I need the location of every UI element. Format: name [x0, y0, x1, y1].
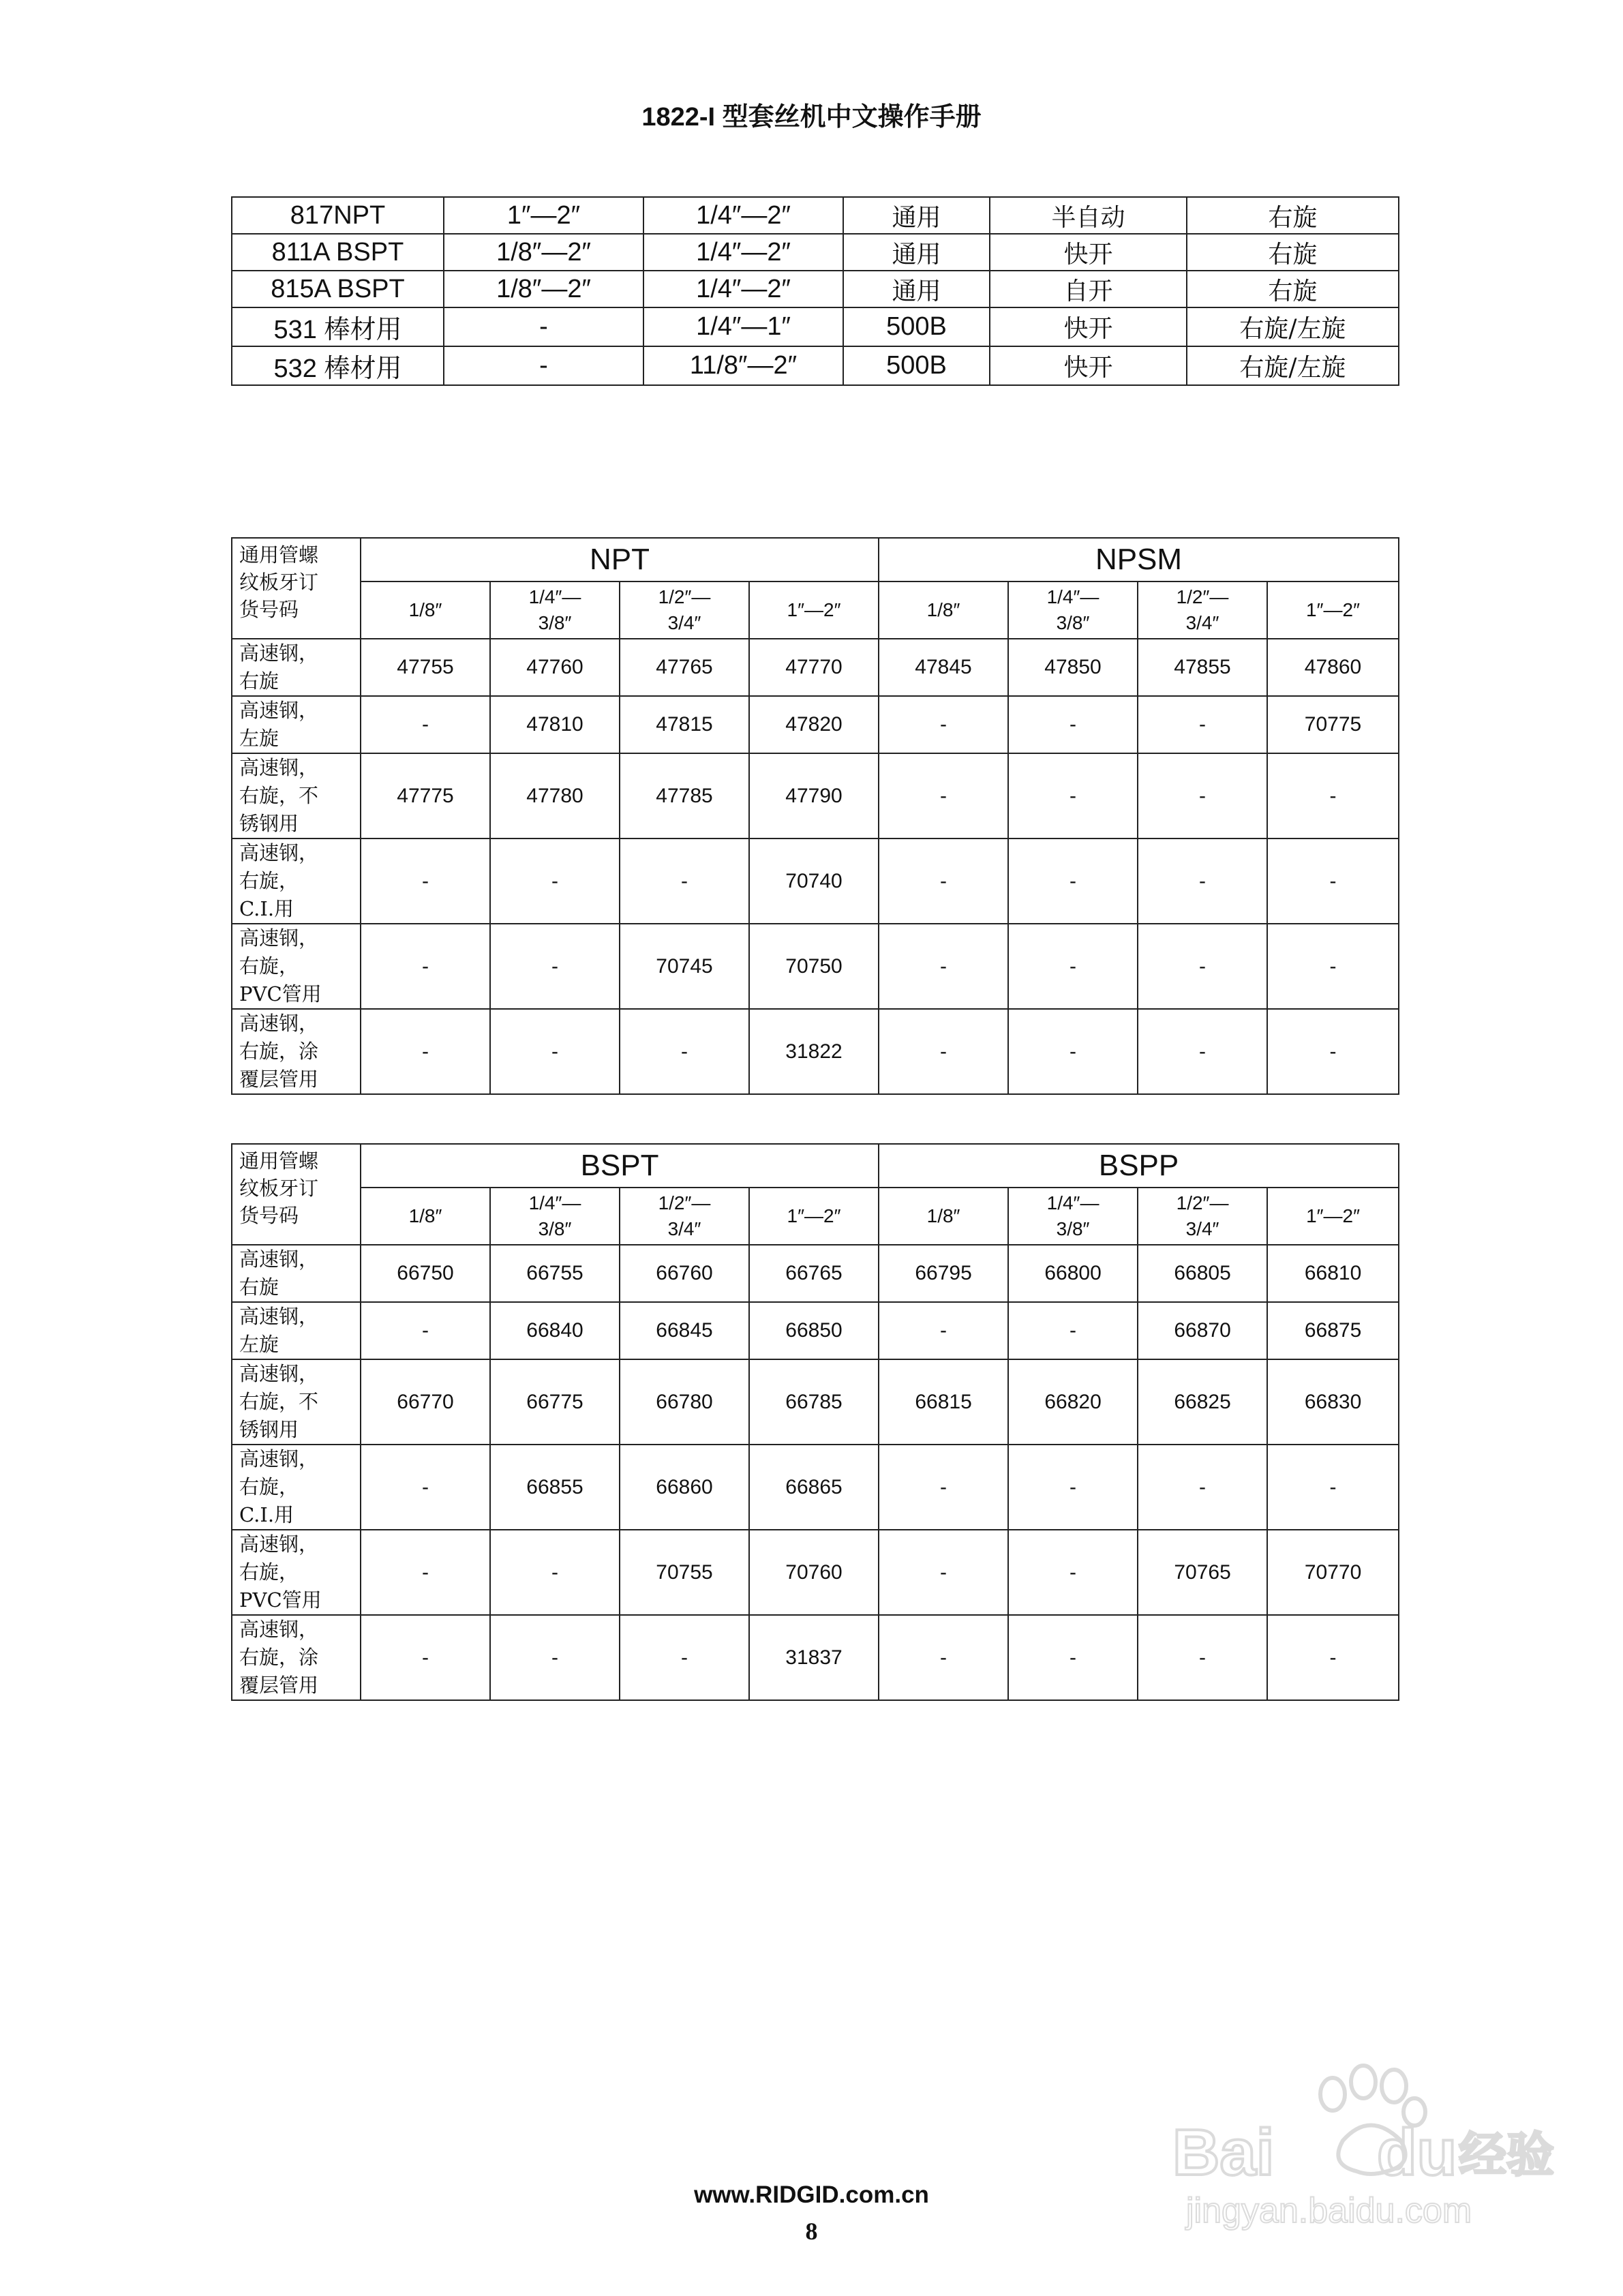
part-number-cell: - [1008, 1615, 1138, 1700]
table-cell: 1″—2″ [444, 197, 643, 234]
table-cell: 通用 [843, 271, 990, 307]
table-cell: 1/4″—2″ [643, 234, 843, 271]
part-number-cell: - [1138, 1445, 1267, 1530]
part-number-cell: - [490, 924, 620, 1009]
text-line: 3/8″ [538, 1218, 572, 1239]
part-number-cell: 66785 [749, 1359, 879, 1445]
size-header [361, 1188, 490, 1245]
part-number-cell: - [361, 1009, 490, 1094]
part-number-cell: 47790 [749, 753, 879, 839]
part-number-cell: 47850 [1008, 639, 1138, 696]
part-number-cell: 66810 [1267, 1245, 1399, 1302]
table-row [232, 307, 1399, 346]
table-cell: 快开 [990, 234, 1187, 271]
table-cell: 通用 [843, 197, 990, 234]
text-line: 高速钢， [239, 1248, 319, 1271]
part-number-cell: 47845 [879, 639, 1008, 696]
part-number-cell: - [620, 1009, 749, 1094]
part-number-cell: 66855 [490, 1445, 620, 1530]
thread-group-header: NPT [361, 538, 879, 581]
text-line: 1/4″— [1046, 1192, 1099, 1213]
part-number-cell: 66820 [1008, 1359, 1138, 1445]
part-number-cell: - [879, 1615, 1008, 1700]
text-line: 3/4″ [1185, 1218, 1219, 1239]
size-header-row [232, 581, 1399, 639]
part-number-cell: 66780 [620, 1359, 749, 1445]
text-line: 1″—2″ [1306, 599, 1360, 620]
part-number-cell: 47855 [1138, 639, 1267, 696]
svg-text:Bai: Bai [1172, 2116, 1275, 2189]
size-header [749, 1188, 879, 1245]
text-line: 纹板牙订 [239, 571, 319, 594]
svg-text:jingyan.baidu.com: jingyan.baidu.com [1186, 2191, 1472, 2231]
table-cell: 531 棒材用 [232, 307, 444, 346]
text-line: 1/2″— [658, 1192, 711, 1213]
text-line: 1/8″ [408, 1205, 442, 1226]
part-number-cell: 47815 [620, 696, 749, 753]
text-line: 纹板牙订 [239, 1177, 319, 1200]
text-line: 3/8″ [1056, 1218, 1090, 1239]
text-line: 高速钢， [239, 699, 319, 722]
part-number-cell: 47755 [361, 639, 490, 696]
table-row [232, 271, 1399, 307]
part-number-cell: 47775 [361, 753, 490, 839]
table-row [232, 1530, 1399, 1615]
text-line: 3/4″ [667, 612, 701, 633]
size-header [361, 581, 490, 639]
part-number-cell: 66860 [620, 1445, 749, 1530]
part-number-cell: - [361, 696, 490, 753]
part-number-cell: 66875 [1267, 1302, 1399, 1359]
table-cell: 右旋 [1187, 197, 1399, 234]
text-line: 高速钢， [239, 1012, 319, 1035]
part-number-cell: - [1138, 839, 1267, 924]
text-line: C.I.用 [239, 1503, 294, 1526]
part-number-cell: 66750 [361, 1245, 490, 1302]
part-number-cell: - [361, 924, 490, 1009]
part-number-cell: - [1008, 1302, 1138, 1359]
text-line: 3/4″ [1185, 612, 1219, 633]
row-label [232, 839, 361, 924]
table-row [232, 1245, 1399, 1302]
part-number-cell: 70760 [749, 1530, 879, 1615]
text-line: 右旋，不 [239, 1390, 319, 1413]
part-number-cell: - [1267, 1445, 1399, 1530]
part-number-cell: - [1267, 1009, 1399, 1094]
text-line: 3/8″ [1056, 612, 1090, 633]
row-label [232, 1359, 361, 1445]
part-number-cell: - [879, 696, 1008, 753]
part-number-cell: 66770 [361, 1359, 490, 1445]
part-number-cell: - [879, 753, 1008, 839]
text-line: 覆层管用 [239, 1068, 319, 1091]
bspt-bspp-part-table [231, 1143, 1399, 1701]
part-number-cell: 66865 [749, 1445, 879, 1530]
header-row [232, 1144, 1399, 1188]
table-cell: 1/8″—2″ [444, 271, 643, 307]
part-number-cell: - [879, 924, 1008, 1009]
text-line: 通用管螺 [239, 1149, 319, 1173]
text-line: 覆层管用 [239, 1674, 319, 1697]
part-number-cell: 70765 [1138, 1530, 1267, 1615]
text-line: 右旋，涂 [239, 1646, 319, 1669]
part-number-cell: - [1138, 924, 1267, 1009]
part-number-cell: 66755 [490, 1245, 620, 1302]
part-number-cell: - [490, 839, 620, 924]
part-number-cell: 70775 [1267, 696, 1399, 753]
size-header [1267, 581, 1399, 639]
text-line: 锈钢用 [239, 812, 299, 835]
table-row [232, 1009, 1399, 1094]
page-number: 8 [805, 2218, 818, 2245]
table-row [232, 1615, 1399, 1700]
size-header [1008, 581, 1138, 639]
table-row [232, 1302, 1399, 1359]
table-row [232, 753, 1399, 839]
table-row [232, 1359, 1399, 1445]
part-number-cell: 47780 [490, 753, 620, 839]
size-header [1138, 1188, 1267, 1245]
table-cell: 右旋 [1187, 271, 1399, 307]
row-label [232, 1615, 361, 1700]
text-line: 右旋，涂 [239, 1040, 319, 1063]
svg-text:经验: 经验 [1459, 2127, 1554, 2183]
size-header [1138, 581, 1267, 639]
text-line: 高速钢， [239, 641, 319, 665]
text-line: 右旋， [239, 869, 299, 892]
text-line: 1/4″— [528, 586, 581, 607]
size-header [620, 1188, 749, 1245]
table-row [232, 346, 1399, 385]
table-cell: 快开 [990, 307, 1187, 346]
table-cell: 11/8″—2″ [643, 346, 843, 385]
text-line: 货号码 [239, 598, 299, 621]
table-cell: 通用 [843, 234, 990, 271]
table-cell: 1/4″—1″ [643, 307, 843, 346]
size-header-row [232, 1188, 1399, 1245]
baidu-jingyan-watermark [1159, 2059, 1554, 2236]
table-cell: 右旋 [1187, 234, 1399, 271]
text-line: 1/4″— [528, 1192, 581, 1213]
part-number-cell: 47785 [620, 753, 749, 839]
text-line: 货号码 [239, 1204, 299, 1227]
die-head-table [231, 196, 1399, 386]
part-number-cell: - [1008, 696, 1138, 753]
part-number-cell: 47820 [749, 696, 879, 753]
table-cell: 右旋/左旋 [1187, 346, 1399, 385]
part-number-cell: - [879, 1530, 1008, 1615]
text-line: 1/4″— [1046, 586, 1099, 607]
part-number-cell: 70750 [749, 924, 879, 1009]
text-line: 高速钢， [239, 756, 319, 779]
table-cell: - [444, 307, 643, 346]
part-number-cell: 70755 [620, 1530, 749, 1615]
part-number-cell: - [490, 1530, 620, 1615]
row-label [232, 1445, 361, 1530]
text-line: PVC管用 [239, 982, 322, 1006]
part-number-cell: - [1138, 696, 1267, 753]
corner-header [232, 538, 361, 639]
thread-group-header: BSPP [879, 1144, 1399, 1188]
text-line: 锈钢用 [239, 1418, 299, 1441]
text-line: PVC管用 [239, 1588, 322, 1612]
part-number-cell: 47770 [749, 639, 879, 696]
part-number-cell: - [1267, 753, 1399, 839]
table-cell: 1/8″—2″ [444, 234, 643, 271]
text-line: 1″—2″ [1306, 1205, 1361, 1226]
table-cell: 500B [843, 307, 990, 346]
part-number-cell: - [879, 1302, 1008, 1359]
part-number-cell: 66800 [1008, 1245, 1138, 1302]
part-number-cell: 66845 [620, 1302, 749, 1359]
part-number-cell: - [361, 1615, 490, 1700]
footer-url[interactable]: www.RIDGID.com.cn [694, 2181, 929, 2208]
table-row [232, 839, 1399, 924]
row-label [232, 639, 361, 696]
thread-group-header: BSPT [361, 1144, 879, 1188]
text-line: 3/8″ [538, 612, 572, 633]
part-number-cell: - [361, 839, 490, 924]
svg-text:du: du [1377, 2116, 1457, 2189]
part-number-cell: 66870 [1138, 1302, 1267, 1359]
table-cell: 快开 [990, 346, 1187, 385]
part-number-cell: - [620, 839, 749, 924]
part-number-cell: 66840 [490, 1302, 620, 1359]
part-number-cell: - [1008, 1009, 1138, 1094]
table-row [232, 1445, 1399, 1530]
part-number-cell: 66765 [749, 1245, 879, 1302]
part-number-cell: 66830 [1267, 1359, 1399, 1445]
text-line: 1″—2″ [787, 1205, 841, 1226]
text-line: 高速钢， [239, 841, 319, 864]
part-number-cell: - [1267, 924, 1399, 1009]
corner-header [232, 1144, 361, 1245]
row-label [232, 753, 361, 839]
text-line: 1/8″ [926, 1205, 960, 1226]
table-row [232, 234, 1399, 271]
part-number-cell: 66775 [490, 1359, 620, 1445]
part-number-cell: 47810 [490, 696, 620, 753]
part-number-cell: 47765 [620, 639, 749, 696]
size-header [620, 581, 749, 639]
text-line: 1/2″— [1176, 586, 1229, 607]
size-header [749, 581, 879, 639]
row-label [232, 696, 361, 753]
part-number-cell: - [1008, 1445, 1138, 1530]
part-number-cell: - [1138, 1615, 1267, 1700]
page-title: 1822-I 型套丝机中文操作手册 [641, 103, 982, 132]
part-number-cell: 66805 [1138, 1245, 1267, 1302]
text-line: 通用管螺 [239, 543, 319, 567]
size-header [1008, 1188, 1138, 1245]
table-cell: 1/4″—2″ [643, 271, 843, 307]
part-number-cell: - [1267, 839, 1399, 924]
text-line: 1/8″ [408, 599, 442, 620]
size-header [490, 581, 620, 639]
part-number-cell: 66825 [1138, 1359, 1267, 1445]
text-line: 右旋， [239, 954, 299, 978]
text-line: 1″—2″ [787, 599, 841, 620]
part-number-cell: 47860 [1267, 639, 1399, 696]
row-label [232, 1530, 361, 1615]
part-number-cell: - [1138, 753, 1267, 839]
table-cell: 1/4″—2″ [643, 197, 843, 234]
part-number-cell: - [361, 1530, 490, 1615]
part-number-cell: - [1138, 1009, 1267, 1094]
part-number-cell: 66795 [879, 1245, 1008, 1302]
table-row [232, 197, 1399, 234]
part-number-cell: - [620, 1615, 749, 1700]
text-line: 高速钢， [239, 1305, 319, 1328]
table-row [232, 696, 1399, 753]
text-line: 右旋，不 [239, 784, 319, 807]
part-number-cell: - [1267, 1615, 1399, 1700]
table-cell: 815A BSPT [232, 271, 444, 307]
part-number-cell: - [1008, 924, 1138, 1009]
row-label [232, 924, 361, 1009]
part-number-cell: 31822 [749, 1009, 879, 1094]
part-number-cell: 70770 [1267, 1530, 1399, 1615]
part-number-cell: 66850 [749, 1302, 879, 1359]
part-number-cell: 70745 [620, 924, 749, 1009]
part-number-cell: - [490, 1615, 620, 1700]
part-number-cell: - [1008, 753, 1138, 839]
text-line: 高速钢， [239, 1532, 319, 1556]
part-number-cell: 66815 [879, 1359, 1008, 1445]
text-line: 左旋 [239, 1333, 279, 1356]
table-cell: - [444, 346, 643, 385]
table-cell: 自开 [990, 271, 1187, 307]
part-number-cell: - [361, 1445, 490, 1530]
part-number-cell: - [879, 839, 1008, 924]
table-cell: 811A BSPT [232, 234, 444, 271]
text-line: 1/2″— [658, 586, 711, 607]
part-number-cell: 31837 [749, 1615, 879, 1700]
table-row [232, 924, 1399, 1009]
table-row [232, 639, 1399, 696]
size-header [490, 1188, 620, 1245]
table-cell: 半自动 [990, 197, 1187, 234]
table-cell: 500B [843, 346, 990, 385]
row-label [232, 1009, 361, 1094]
part-number-cell: - [879, 1009, 1008, 1094]
text-line: 高速钢， [239, 926, 319, 950]
size-header [879, 581, 1008, 639]
text-line: 左旋 [239, 727, 279, 750]
text-line: 右旋 [239, 1275, 279, 1299]
row-label [232, 1245, 361, 1302]
text-line: 高速钢， [239, 1447, 319, 1470]
part-number-cell: - [490, 1009, 620, 1094]
part-number-cell: - [1008, 839, 1138, 924]
part-number-cell: - [879, 1445, 1008, 1530]
text-line: 右旋， [239, 1560, 299, 1584]
row-label [232, 1302, 361, 1359]
part-number-cell: 70740 [749, 839, 879, 924]
text-line: 3/4″ [667, 1218, 701, 1239]
part-number-cell: - [361, 1302, 490, 1359]
size-header [879, 1188, 1008, 1245]
text-line: 1/8″ [926, 599, 960, 620]
text-line: 右旋 [239, 669, 279, 693]
text-line: C.I.用 [239, 897, 294, 920]
size-header [1267, 1188, 1399, 1245]
npt-npsm-part-table [231, 537, 1399, 1095]
text-line: 1/2″— [1176, 1192, 1229, 1213]
part-number-cell: - [1008, 1530, 1138, 1615]
table-cell: 532 棒材用 [232, 346, 444, 385]
text-line: 高速钢， [239, 1618, 319, 1641]
text-line: 右旋， [239, 1475, 299, 1498]
part-number-cell: 47760 [490, 639, 620, 696]
part-number-cell: 66760 [620, 1245, 749, 1302]
table-cell: 817NPT [232, 197, 444, 234]
table-cell: 右旋/左旋 [1187, 307, 1399, 346]
header-row [232, 538, 1399, 581]
text-line: 高速钢， [239, 1362, 319, 1385]
thread-group-header: NPSM [879, 538, 1399, 581]
